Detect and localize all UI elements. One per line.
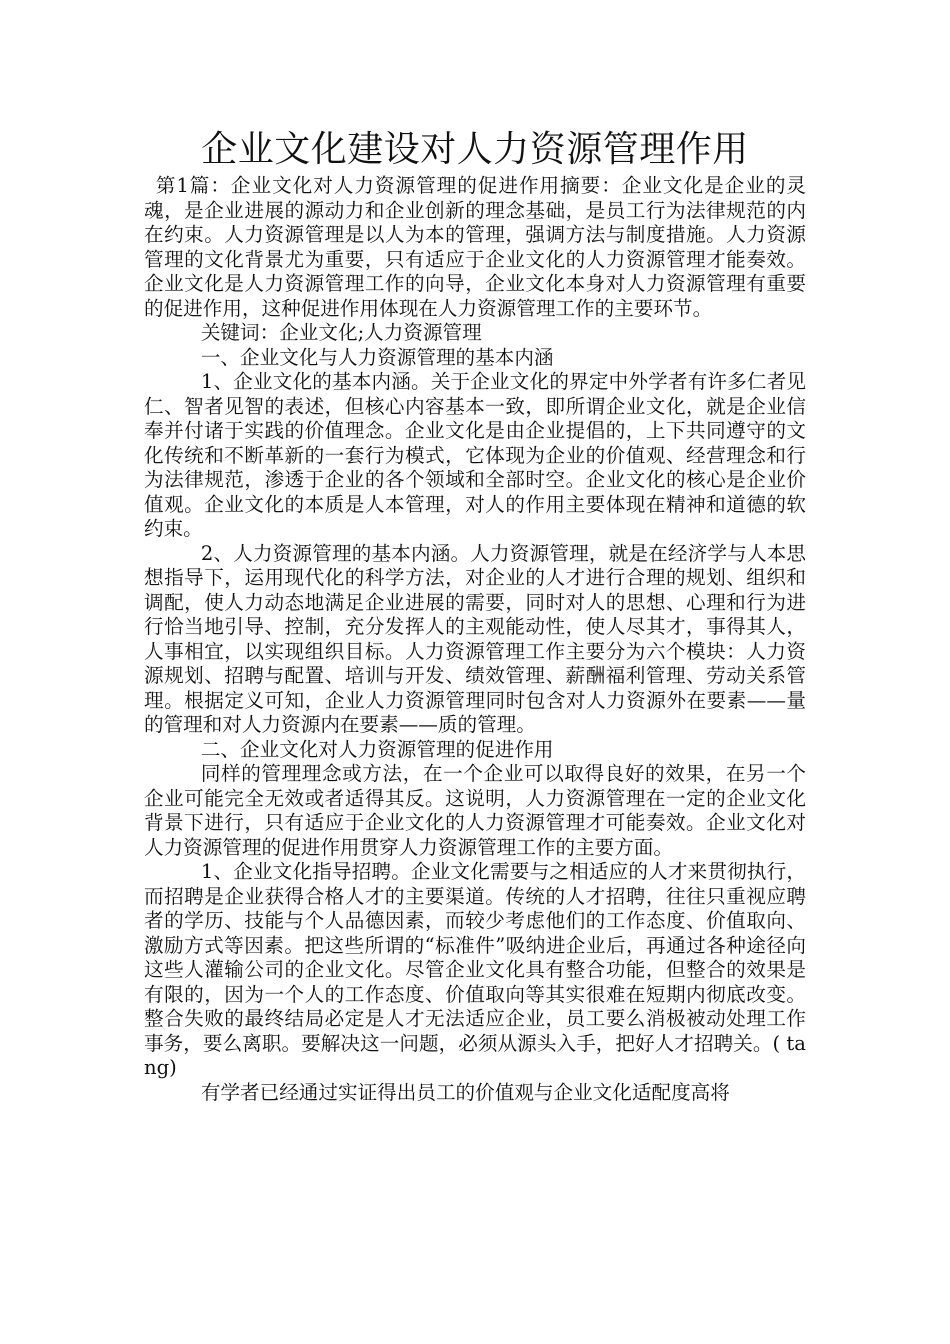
document-title: 企业文化建设对人力资源管理作用 bbox=[201, 129, 749, 170]
document-page bbox=[144, 126, 806, 1105]
section-heading-2: 二、企业文化对人力资源管理的促进作用 bbox=[200, 737, 554, 761]
paragraph-hr-definition: 2、人力资源管理的基本内涵。人力资源管理，就是在经济学与人本思想指导下，运用现代化的科学方法，对企业的人才进行合理的规划、组织和调配，使人力动态地满足企业进展的需要，同时对人的思想、心理和行为进行恰当地引导、控制，充分发挥人的主观能动性，使人尽其才，事得其人，人事相宜，以实现组织目标。人力资源管理工作主要分为六个模块：人力资源规划、招聘与配置、培训与开发、绩效管理、薪酬福利管理、劳动关系管理。根据定义可知，企业人力资源管理同时包含对人力资源外在要素——量的管理和对人力资源内在要素——质的管理。 bbox=[144, 541, 806, 736]
paragraph-recruitment: 1、企业文化指导招聘。企业文化需要与之相适应的人才来贯彻执行，而招聘是企业获得合格人才的主要渠道。传统的人才招聘，往往只重视应聘者的学历、技能与个人品德因素，而较少考虑他们的工作态度、价值取向、激励方式等因素。把这些所谓的“标准件”吸纳进企业后，再通过各种途径向这些人灌输公司的企业文化。尽管企业文化具有整合功能，但整合的效果是有限的，因为一个人的工作态度、价值取向等其实很难在短期内彻底改变。整合失败的最终结局必定是人才无法适应企业，员工要么消极被动处理工作事务，要么离职。要解决这一问题，必须从源头入手，把好人才招聘关。( tang) bbox=[144, 860, 806, 1079]
paragraph-research: 有学者已经通过实证得出员工的价值观与企业文化适配度高将 bbox=[200, 1080, 730, 1104]
section-heading-1: 一、企业文化与人力资源管理的基本内涵 bbox=[200, 345, 554, 369]
paragraph-keywords: 关键词：企业文化;人力资源管理 bbox=[200, 321, 482, 344]
paragraph-abstract: 第1篇：企业文化对人力资源管理的促进作用摘要：企业文化是企业的灵魂，是企业进展的源动力和企业创新的理念基础，是员工行为法律规范的内在约束。人力资源管理是以人为本的管理，强调方法与制度措施。人力资源管理的文化背景尤为重要，只有适应于企业文化的人力资源管理才能奏效。企业文化是人力资源管理工作的向导，企业文化本身对人力资源管理有重要的促进作用，这种促进作用体现在人力资源管理工作的主要环节。 bbox=[144, 174, 806, 320]
paragraph-culture-definition: 1、企业文化的基本内涵。关于企业文化的界定中外学者有许多仁者见仁、智者见智的表述，但核心内容基本一致，即所谓企业文化，就是企业信奉并付诸于实践的价值理念。企业文化是由企业提倡的，上下共同遵守的文化传统和不断革新的一套行为模式，它体现为企业的价值观、经营理念和行为法律规范，渗透于企业的各个领域和全部时空。企业文化的核心是企业价值观。企业文化的本质是人本管理，对人的作用主要体现在精神和道德的软约束。 bbox=[144, 370, 806, 540]
paragraph-management-context: 同样的管理理念或方法，在一个企业可以取得良好的效果，在另一个企业可能完全无效或者适得其反。这说明，人力资源管理在一定的企业文化背景下进行，只有适应于企业文化的人力资源管理才可能奏效。企业文化对人力资源管理的促进作用贯穿人力资源管理工作的主要方面。 bbox=[144, 762, 806, 859]
